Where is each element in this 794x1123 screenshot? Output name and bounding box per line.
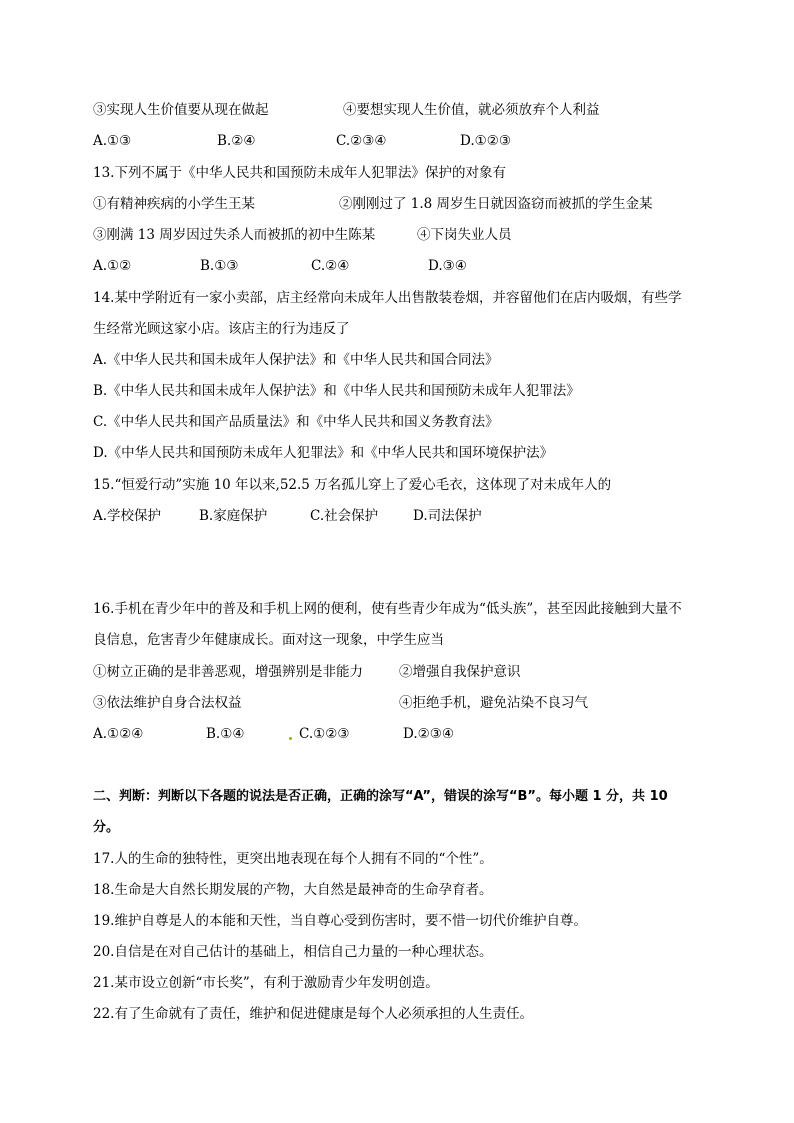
q12-option-b[interactable]: B.②④ bbox=[217, 133, 256, 149]
q14-stem-line-1: 14.某中学附近有一家小卖部，店主经常向未成年人出售散装卷烟，并容留他们在店内吸烟，有些学 bbox=[93, 290, 682, 306]
q13-item-3: ③刚满 13 周岁因过失杀人而被抓的初中生陈某 bbox=[93, 227, 376, 243]
q16-stem-line-2: 良信息，危害青少年健康成长。面对这一现象，中学生应当 bbox=[93, 632, 444, 648]
q13-option-c[interactable]: C.②④ bbox=[311, 258, 350, 274]
q12-option-d[interactable]: D.①②③ bbox=[460, 133, 511, 149]
judgement-20: 20.自信是在对自己估计的基础上，相信自己力量的一种心理状态。 bbox=[93, 944, 493, 960]
q15-option-d[interactable]: D.司法保护 bbox=[413, 508, 482, 524]
q13-item-4: ④下岗失业人员 bbox=[417, 227, 512, 243]
q15-option-b[interactable]: B.家庭保护 bbox=[199, 508, 268, 524]
q14-stem-line-2: 生经常光顾这家小店。该店主的行为违反了 bbox=[93, 321, 350, 337]
judgement-21: 21.某市设立创新“市长奖”，有利于激励青少年发明创造。 bbox=[93, 975, 439, 991]
q16-option-a[interactable]: A.①②④ bbox=[93, 726, 144, 742]
judgement-17: 17.人的生命的独特性，更突出地表现在每个人拥有不同的“个性”。 bbox=[93, 851, 493, 867]
q12-item-3: ③实现人生价值要从现在做起 bbox=[93, 102, 269, 118]
q15-stem: 15.“恒爱行动”实施 10 年以来,52.5 万名孤儿穿上了爱心毛衣，这体现了对未成年人的 bbox=[93, 477, 612, 493]
q13-item-2: ②刚刚过了 1.8 周岁生日就因盗窃而被抓的学生金某 bbox=[339, 196, 653, 212]
q15-option-a[interactable]: A.学校保护 bbox=[93, 508, 162, 524]
q12-option-a[interactable]: A.①③ bbox=[93, 133, 132, 149]
q16-stem-line-1: 16.手机在青少年中的普及和手机上网的便利，使有些青少年成为“低头族”，甚至因此接触到大量不 bbox=[93, 601, 682, 617]
q14-option-c[interactable]: C.《中华人民共和国产品质量法》和《中华人民共和国义务教育法》 bbox=[93, 414, 499, 430]
q13-option-b[interactable]: B.①③ bbox=[200, 258, 239, 274]
q16-option-d[interactable]: D.②③④ bbox=[403, 726, 454, 742]
q14-option-a[interactable]: A.《中华人民共和国未成年人保护法》和《中华人民共和国合同法》 bbox=[93, 352, 499, 368]
q14-option-b[interactable]: B.《中华人民共和国未成年人保护法》和《中华人民共和国预防未成年人犯罪法》 bbox=[93, 383, 580, 399]
q14-option-d[interactable]: D.《中华人民共和国预防未成年人犯罪法》和《中华人民共和国环境保护法》 bbox=[93, 445, 554, 461]
q12-option-c[interactable]: C.②③④ bbox=[336, 133, 387, 149]
stray-dot-mark bbox=[289, 737, 292, 740]
judgement-19: 19.维护自尊是人的本能和天性，当自尊心受到伤害时，要不惜一切代价维护自尊。 bbox=[93, 913, 587, 929]
q13-option-a[interactable]: A.①② bbox=[93, 258, 132, 274]
q13-stem: 13.下列不属于《中华人民共和国预防未成年人犯罪法》保护的对象有 bbox=[93, 165, 506, 181]
q13-item-1: ①有精神疾病的小学生王某 bbox=[93, 196, 255, 212]
q12-item-4: ④要想实现人生价值，就必须放弃个人利益 bbox=[343, 102, 600, 118]
judgement-22: 22.有了生命就有了责任，维护和促进健康是每个人必须承担的人生责任。 bbox=[93, 1006, 533, 1022]
q16-item-4: ④拒绝手机，避免沾染不良习气 bbox=[399, 695, 588, 711]
q15-option-c[interactable]: C.社会保护 bbox=[310, 508, 379, 524]
q16-item-3: ③依法维护自身合法权益 bbox=[93, 695, 242, 711]
q16-item-2: ②增强自我保护意识 bbox=[399, 664, 521, 680]
q13-option-d[interactable]: D.③④ bbox=[428, 258, 467, 274]
q16-option-b[interactable]: B.①④ bbox=[206, 726, 245, 742]
q16-item-1: ①树立正确的是非善恶观，增强辨别是非能力 bbox=[93, 664, 363, 680]
section2-heading-line-1: 二、判断：判断以下各题的说法是否正确，正确的涂写“A”，错误的涂写“B”。每小题 1 分，共 10 bbox=[93, 789, 668, 804]
section2-heading-line-2: 分。 bbox=[93, 820, 120, 835]
judgement-18: 18.生命是大自然长期发展的产物，大自然是最神奇的生命孕育者。 bbox=[93, 882, 493, 898]
q16-option-c[interactable]: C.①②③ bbox=[299, 726, 350, 742]
